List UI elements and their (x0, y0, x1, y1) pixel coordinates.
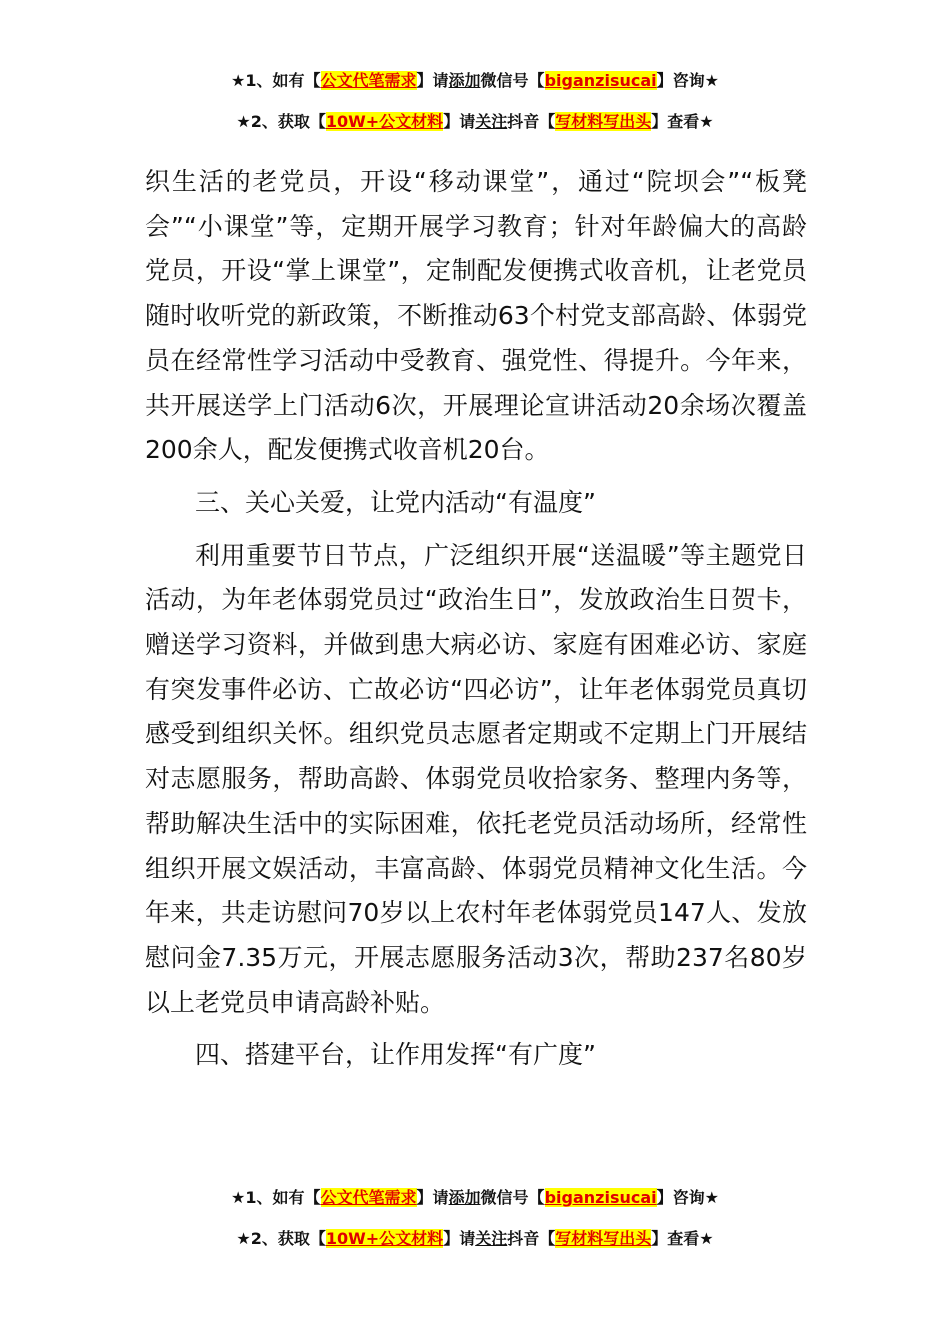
paragraph-continuation: 织生活的老党员，开设“移动课堂”，通过“院坝会”“板凳会”“小课堂”等，定期开展学习教育；针对年龄偏大的高龄党员，开设“掌上课堂”，定制配发便携式收音机，让老党员随时收听党的新政策，不断推动63个村党支部高龄、体弱党员在经常性学习活动中受教育、强党性、得提升。今年来，共开展送学上门活动6次，开展理论宣讲活动20余场次覆盖200余人，配发便携式收音机20台。 (145, 167, 807, 465)
top-banner-line-1 (0, 69, 950, 93)
banner-text: 】请 (443, 112, 476, 131)
banner-highlight-wechat-id: biganzisucai (544, 1188, 657, 1207)
banner-highlight-wechat-id: biganzisucai (544, 71, 657, 90)
section-heading-3: 三、关心关爱，让党内活动“有温度” (195, 487, 596, 517)
banner-text: 】请 (443, 1229, 476, 1248)
banner-highlight-douyin-id: 写材料写出头 (555, 1229, 652, 1248)
bottom-banner-line-1 (0, 1186, 950, 1210)
banner-prefix: ★1、如有【 (231, 71, 321, 90)
banner-text: 微信号【 (480, 71, 545, 90)
banner-text: 】请 (416, 71, 449, 90)
document-body (145, 160, 807, 1078)
banner-suffix: 】咨询★ (656, 1188, 719, 1207)
banner-prefix: ★2、获取【 (236, 1229, 326, 1248)
banner-highlight-materials: 10W+公文材料 (325, 112, 444, 131)
banner-underline-follow: 关注 (475, 1229, 508, 1248)
banner-text: 】请 (416, 1188, 449, 1207)
top-banner-line-2 (0, 110, 950, 134)
banner-prefix: ★1、如有【 (231, 1188, 321, 1207)
paragraph-care: 利用重要节日节点，广泛组织开展“送温暖”等主题党日活动，为年老体弱党员过“政治生日”，发放政治生日贺卡，赠送学习资料，并做到患大病必访、家庭有困难必访、家庭有突发事件必访、亡故必访“四必访”，让年老体弱党员真切感受到组织关怀。组织党员志愿者定期或不定期上门开展结对志愿服务，帮助高龄、体弱党员收拾家务、整理内务等，帮助解决生活中的实际困难，依托老党员活动场所，经常性组织开展文娱活动，丰富高龄、体弱党员精神文化生活。今年来，共走访慰问70岁以上农村年老体弱党员147人、发放慰问金7.35万元，开展志愿服务活动3次，帮助237名80岁以上老党员申请高龄补贴。 (145, 540, 807, 1017)
banner-highlight-service: 公文代笔需求 (320, 71, 417, 90)
banner-underline-add: 添加 (448, 1188, 481, 1207)
section-heading-4: 四、搭建平台，让作用发挥“有广度” (195, 1040, 596, 1070)
banner-highlight-service: 公文代笔需求 (320, 1188, 417, 1207)
banner-underline-follow: 关注 (475, 112, 508, 131)
banner-highlight-materials: 10W+公文材料 (325, 1229, 444, 1248)
banner-text: 抖音【 (507, 1229, 556, 1248)
banner-text: 微信号【 (480, 1188, 545, 1207)
banner-text: 抖音【 (507, 112, 556, 131)
banner-suffix: 】查看★ (651, 1229, 714, 1248)
banner-suffix: 】咨询★ (656, 71, 719, 90)
banner-prefix: ★2、获取【 (236, 112, 326, 131)
banner-suffix: 】查看★ (651, 112, 714, 131)
bottom-banner-line-2 (0, 1227, 950, 1251)
banner-highlight-douyin-id: 写材料写出头 (555, 112, 652, 131)
banner-underline-add: 添加 (448, 71, 481, 90)
